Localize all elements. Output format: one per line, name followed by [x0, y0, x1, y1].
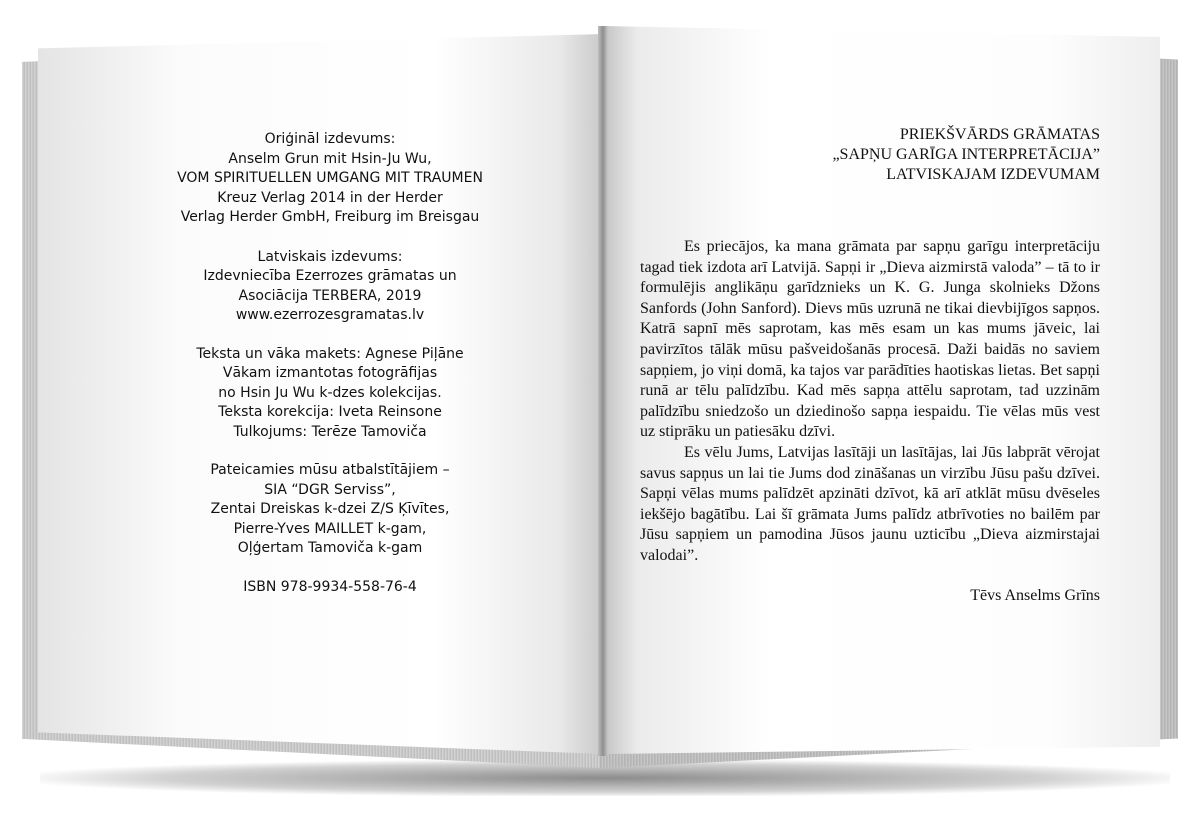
imprint-line: no Hsin Ju Wu k-dzes kolekcijas. [218, 384, 442, 401]
imprint-line: Anselm Grun mit Hsin-Ju Wu, [228, 150, 432, 167]
imprint-line: Izdevniecība Ezerrozes grāmatas un [203, 268, 457, 284]
imprint-line: VOM SPIRITUELLEN UMGANG MIT TRAUMEN [177, 170, 483, 186]
foreword [640, 125, 1100, 605]
imprint-line: Pierre-Yves MAILLET k-gam, [233, 520, 427, 537]
isbn: ISBN 978-9934-558-76-4 [243, 578, 417, 595]
foreword-paragraph: Es vēlu Jums, Latvijas lasītāji un lasītājas, lai Jūs labprāt vērojat savus sapņus un lai tie Jums dod zināšanas un virzību Jūsu pašu dzīvei. Sapņi vēlas mums palīdzēt apzināti dzīvot, kā arī atklāt mūsu dvēseles iekšējo bagātību. Lai šī grāmata Jums palīdz atbrīvoties no bailēm par Jūsu sapņiem un pamodina Jūsos jaunu uzticību „Dieva aizmirstajai valodai”. [640, 443, 1100, 564]
isbn-block [130, 578, 530, 598]
original-edition-block [130, 130, 530, 228]
imprint-line: Pateicamies mūsu atbalstītājiem – [210, 462, 450, 478]
imprint-line: www.ezerrozesgramatas.lv [235, 307, 425, 323]
thanks-block [130, 461, 530, 559]
title-line: PRIEKŠVĀRDS GRĀMATAS [899, 126, 1100, 143]
foreword-paragraph: Es priecājos, ka mana grāmata par sapņu garīgu interpretāciju tagad tiek izdota arī Latvijā. Sapņi ir „Dieva aizmirstā valoda” – tā to ir formulējis anglikāņu garīdznieks un K. G. Junga skolnieks Džons Sanfords (John Sanford). Dievs mūs uzrunā ne tikai dievbijīgos sapņos. Katrā sapnī mēs saprotam, kas mēs esam un kas mums jāveic, lai pavirzītos tālāk mūsu pašveidošanās procesā. Daži baidās no saviem sapņiem, jo viņi domā, ka tajos var parādīties haotiskas lietas. Bet sapņi runā ar tēlu palīdzību. Kad mēs sapņa attēlu saprotam, tad uzzinām palīdzību sniedzošo un dziedinošo sapņa iespaidu. Tie vēlas mūs vest uz stiprāku un patiesāku dzīvi. [640, 238, 1100, 441]
latvian-edition-block [130, 248, 530, 326]
foreword-title [640, 125, 1100, 185]
signature: Tēvs Anselms Grīns [970, 586, 1100, 604]
imprint-line: Oriģināl izdevums: [264, 131, 396, 147]
imprint-line: SIA “DGR Serviss”, [264, 481, 396, 498]
imprint-line: Teksta un vāka makets: Agnese Piļāne [196, 345, 464, 362]
credits-block [130, 345, 530, 443]
imprint-line: Teksta korekcija: Iveta Reinsone [218, 404, 442, 420]
imprint-line: Oļģertam Tamoviča k-gam [237, 540, 423, 556]
imprint-text [130, 130, 530, 616]
imprint-line: Tulkojums: Terēze Tamoviča [233, 423, 427, 440]
imprint-line: Kreuz Verlag 2014 in der Herder [217, 189, 443, 206]
imprint-line: Asociācija TERBERA, 2019 [238, 287, 422, 304]
imprint-line: Verlag Herder GmbH, Freiburg im Breisgau [180, 209, 480, 225]
imprint-line: Zentai Dreiskas k-dzei Z/S Ķīvītes, [210, 501, 450, 517]
title-line: LATVISKAJAM IZDEVUMAM [886, 166, 1100, 183]
title-line: „SAPŅU GARĪGA INTERPRETĀCIJA” [832, 146, 1100, 163]
imprint-line: Latviskais izdevums: [257, 248, 403, 265]
imprint-line: Vākam izmantotas fotogrāfijas [222, 365, 438, 381]
book-spine [598, 26, 608, 756]
